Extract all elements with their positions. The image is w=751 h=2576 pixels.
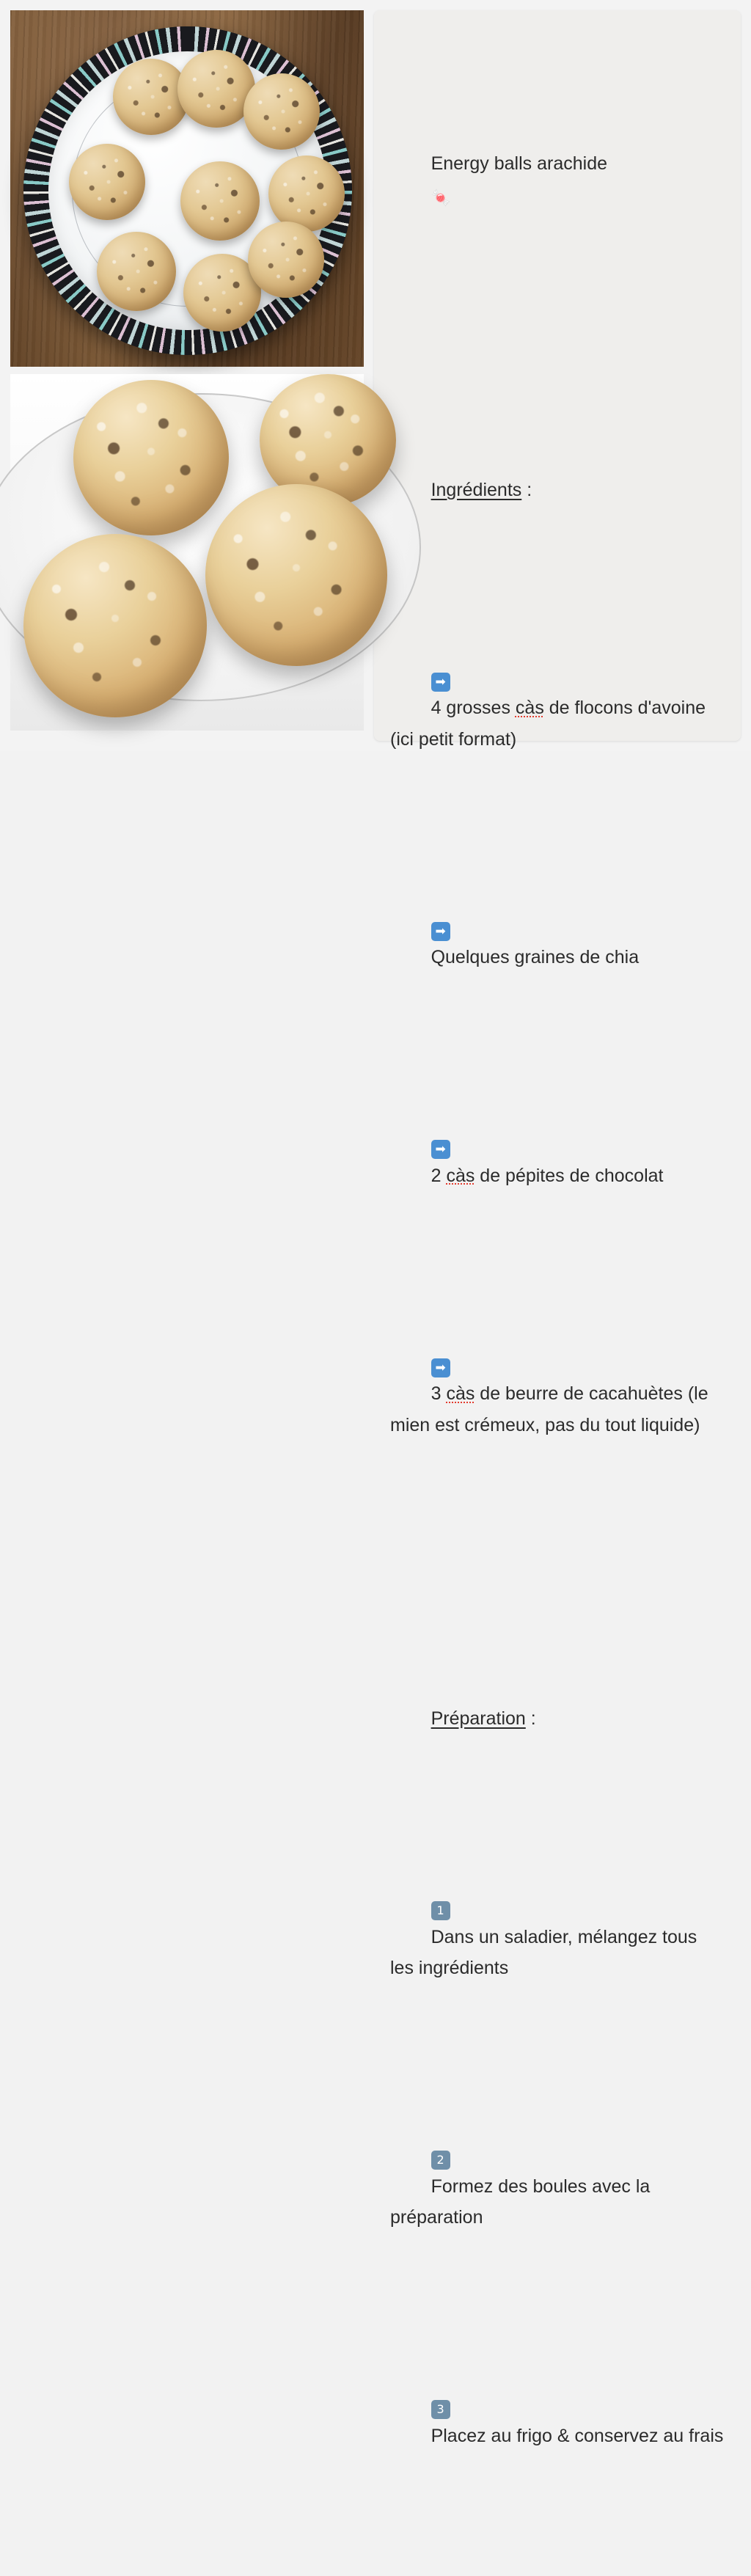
ingredient-misspelled: càs: [446, 1165, 475, 1186]
ingredient-text-before: 4 grosses: [431, 698, 516, 719]
heading-colon: :: [521, 479, 532, 500]
recipe-text: [390, 23, 725, 2576]
step-text: Placez au frigo & conservez au frais: [431, 2425, 724, 2446]
ingredient-text-after: de flocons d'avoine (ici petit format): [390, 698, 711, 750]
preparation-step: [390, 1859, 725, 2016]
recipe-card: [374, 10, 741, 2446]
recipe-title-line: [390, 117, 725, 244]
spacer: [390, 1565, 725, 1578]
photo-column: [10, 10, 364, 741]
energy-ball: [243, 73, 320, 150]
ingredient-item: [390, 630, 725, 786]
energy-ball-closeup: [23, 534, 207, 717]
ingredient-text-after: de pépites de chocolat: [475, 1165, 664, 1186]
preparation-heading: Préparation: [431, 1708, 526, 1730]
ingredients-heading-line: [390, 443, 725, 537]
energy-ball: [268, 155, 345, 232]
ingredients-heading: Ingrédients: [431, 479, 522, 500]
energy-ball: [248, 222, 324, 298]
preparation-heading-line: [390, 1672, 725, 1766]
ingredient-item: [390, 1316, 725, 1472]
number-three-icon: 3: [431, 2400, 450, 2419]
decorated-plate: [23, 26, 352, 355]
plate-of-energy-balls-photo: [10, 10, 364, 367]
preparation-step: [390, 2109, 725, 2265]
energy-ball: [97, 232, 176, 311]
arrow-right-icon: ➡: [431, 922, 450, 941]
energy-ball-closeup: [205, 484, 387, 666]
number-one-icon: 1: [431, 1901, 450, 1920]
step-text: Dans un saladier, mélangez tous les ingrédients: [390, 1926, 703, 1979]
ingredient-item: [390, 1098, 725, 1223]
spacer: [390, 337, 725, 350]
candy-icon: 🍬: [431, 189, 451, 208]
heading-colon: :: [525, 1708, 536, 1730]
number-two-icon: 2: [431, 2151, 450, 2170]
ingredient-text-after: de beurre de cacahuètes (le mien est crémeux, pas du tout liquide): [390, 1383, 714, 1435]
arrow-right-icon: ➡: [431, 673, 450, 692]
arrow-right-icon: ➡: [431, 1358, 450, 1377]
step-text: Formez des boules avec la préparation: [390, 2176, 656, 2228]
ingredient-misspelled: càs: [446, 1383, 475, 1405]
preparation-step: [390, 2358, 725, 2483]
ingredient-text-before: 3: [431, 1383, 447, 1405]
ingredient-item: [390, 879, 725, 1004]
arrow-right-icon: ➡: [431, 1140, 450, 1159]
ingredient-misspelled: càs: [515, 698, 544, 719]
energy-ball: [69, 144, 145, 220]
recipe-title: Energy balls arachide: [431, 153, 607, 174]
ingredient-text-before: Quelques graines de chia: [431, 947, 640, 968]
energy-balls-closeup-photo: [10, 374, 364, 731]
ingredient-text-before: 2: [431, 1165, 447, 1186]
